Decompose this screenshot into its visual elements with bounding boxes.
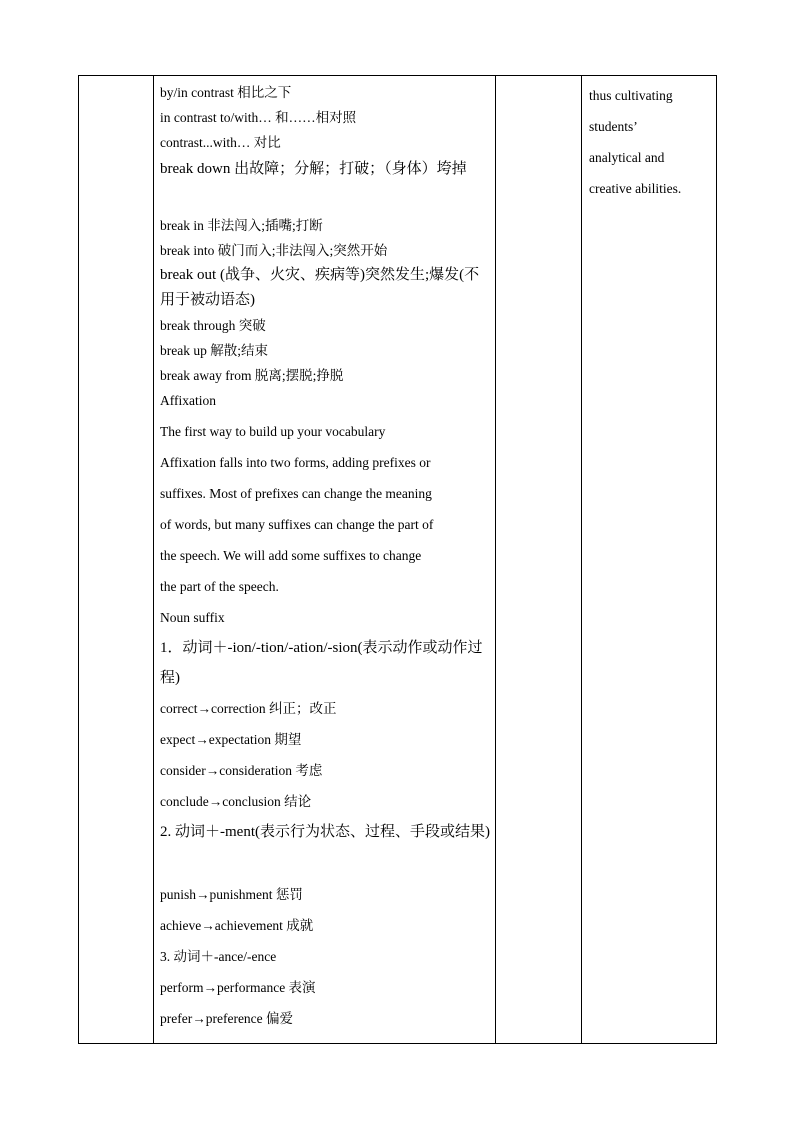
text-line: 2. 动词＋-ment(表示行为状态、过程、手段或结果) — [160, 824, 490, 840]
text-line: achieve→achievement 成就 — [160, 918, 314, 933]
text-line: break through 突破 — [160, 318, 266, 333]
text-line: prefer→preference 偏爱 — [160, 1011, 294, 1026]
text-line: of words, but many suffixes can change the part of — [160, 517, 434, 532]
text-line: break into 破门而入;非法闯入;突然开始 — [160, 243, 388, 258]
content-cell — [154, 76, 496, 1044]
text-line: break up 解散;结束 — [160, 343, 268, 358]
section-heading-affixation: Affixation — [160, 393, 216, 408]
text-line: the speech. We will add some suffixes to change — [160, 548, 422, 563]
text-line: analytical and — [589, 150, 665, 165]
text-line: by/in contrast 相比之下 — [160, 85, 292, 100]
text-line: punish→punishment 惩罚 — [160, 887, 303, 902]
design-intent-cell — [582, 76, 717, 1044]
text-line: The first way to build up your vocabulary — [160, 424, 386, 439]
text-line: Affixation falls into two forms, adding prefixes or — [160, 455, 431, 470]
text-line: expect→expectation 期望 — [160, 732, 302, 747]
text-line: contrast...with… 对比 — [160, 135, 281, 150]
text-line: 1．动词＋-ion/-tion/-ation/-sion(表示动作或动作过程) — [160, 640, 483, 686]
text-line: creative abilities. — [589, 181, 682, 196]
text-line: break down 出故障；分解；打破；（身体）垮掉 — [160, 161, 467, 177]
text-line: break out (战争、火灾、疾病等)突然发生;爆发(不用于被动语态) — [160, 267, 480, 308]
text-line: 3. 动词＋-ance/-ence — [160, 949, 277, 964]
text-line: break away from 脱离;摆脱;挣脱 — [160, 368, 344, 383]
text-line: correct→correction 纠正；改正 — [160, 701, 337, 716]
text-line: thus cultivating — [589, 88, 673, 103]
text-line: suffixes. Most of prefixes can change the meaning — [160, 486, 432, 501]
text-line: conclude→conclusion 结论 — [160, 794, 312, 809]
lesson-plan-table — [78, 75, 717, 1044]
text-line: in contrast to/with… 和……相对照 — [160, 110, 357, 125]
text-line: break in 非法闯入;插嘴;打断 — [160, 218, 323, 233]
text-line: perform→performance 表演 — [160, 980, 316, 995]
text-line: the part of the speech. — [160, 579, 279, 594]
text-line: consider→consideration 考虑 — [160, 763, 323, 778]
empty-cell-left — [79, 76, 154, 1044]
section-heading-noun-suffix: Noun suffix — [160, 610, 225, 625]
text-line: students’ — [589, 119, 638, 134]
empty-cell-middle — [496, 76, 582, 1044]
